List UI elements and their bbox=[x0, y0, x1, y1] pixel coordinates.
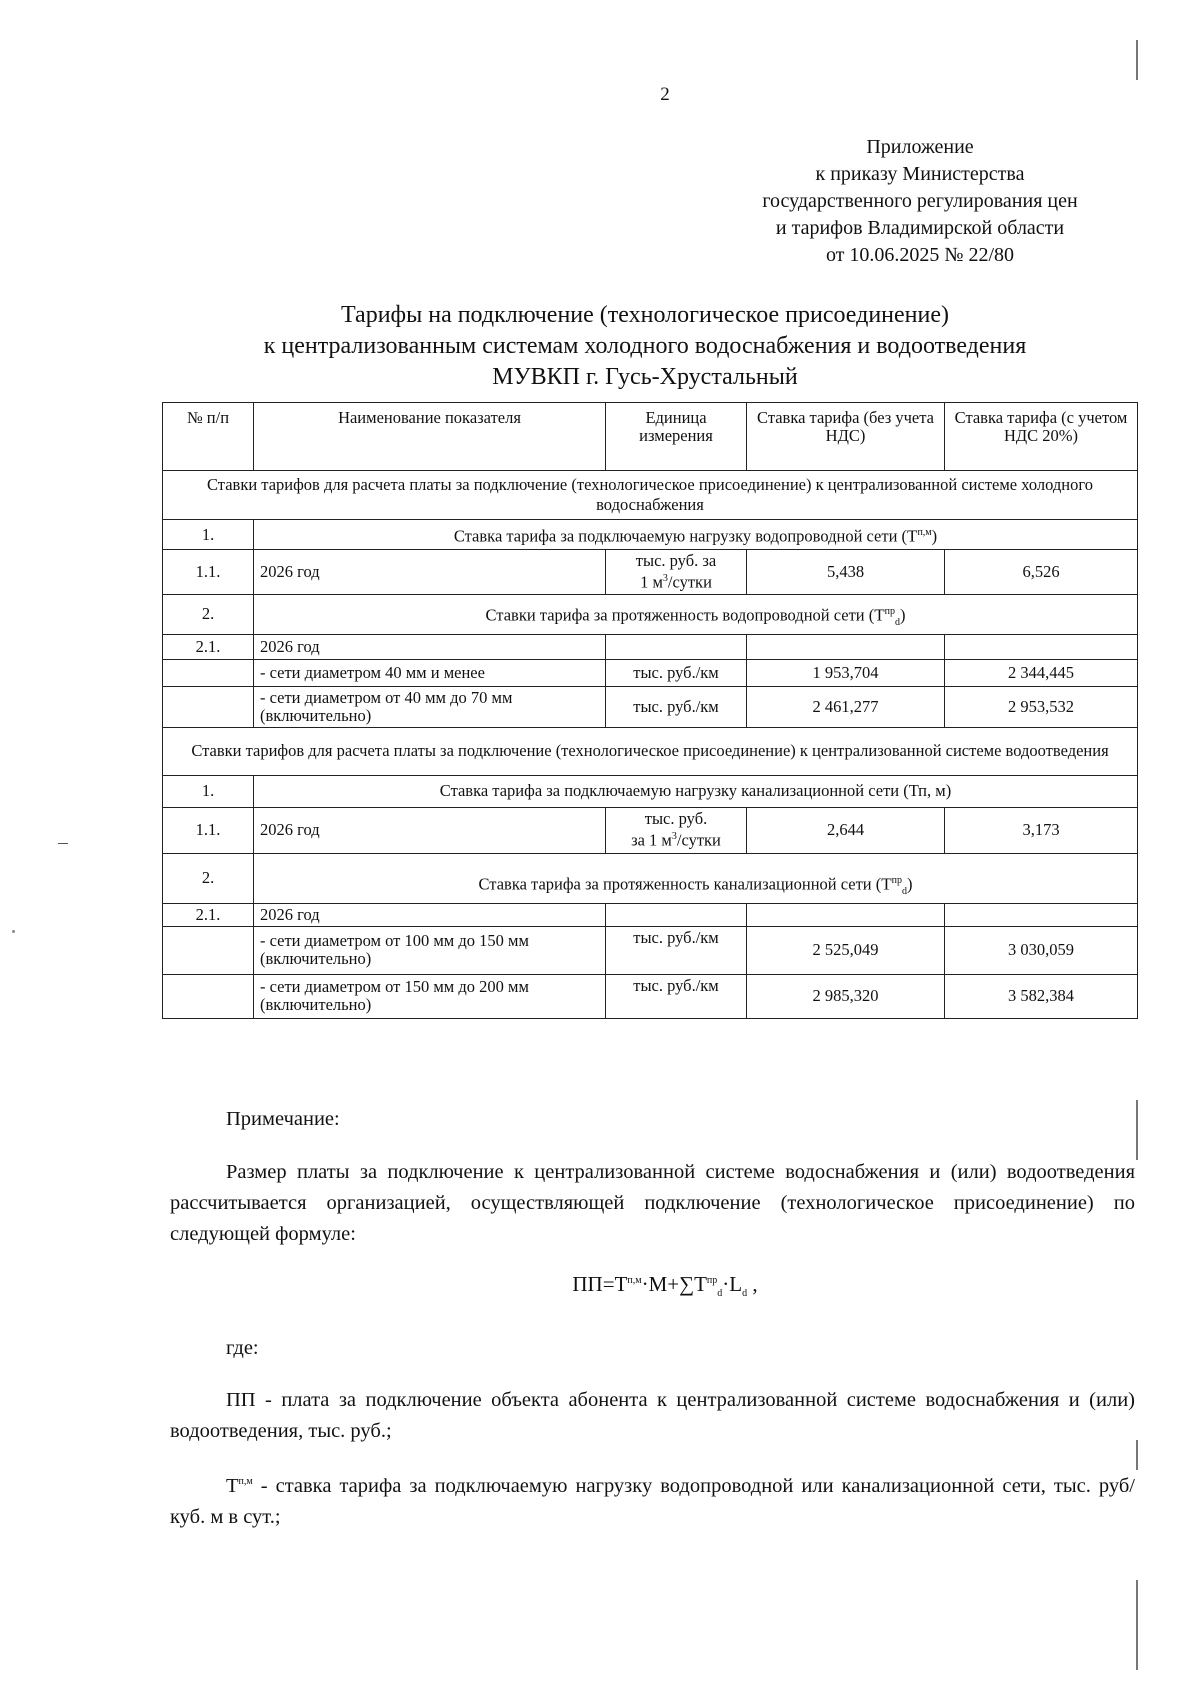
water-load-rate-label: Ставка тарифа за подключаемую нагрузку водопроводной сети $(Т^{п,м})$ bbox=[254, 520, 1138, 550]
table-row bbox=[163, 520, 1138, 550]
row-num: 1.1. bbox=[163, 550, 254, 595]
row-unit: тыс. руб./км bbox=[606, 926, 747, 974]
scan-edge-mark bbox=[1136, 1580, 1138, 1670]
header-name: Наименование показателя bbox=[254, 403, 606, 471]
row-unit: тыс. руб. за 1 $м^3$/сутки bbox=[606, 550, 747, 595]
scan-artifact-dash bbox=[58, 843, 68, 844]
sewer-load-rate-label: Ставка тарифа за подключаемую нагрузку канализационной сети (Тп, м) bbox=[254, 775, 1138, 807]
appendix-line: Приложение bbox=[866, 136, 974, 158]
table-row bbox=[163, 807, 1138, 853]
title-line: к централизованным системам холодного водоснабжения и водоотведения bbox=[263, 333, 1027, 359]
water-length-rate-label: Ставки тарифа за протяженность водопроводной сети $(Т^{пр}_d)$ bbox=[254, 594, 1138, 634]
appendix-line: государственного регулирования цен bbox=[762, 190, 1078, 212]
tariff-table bbox=[162, 402, 1138, 1019]
title-line: МУВКП г. Гусь-Хрустальный bbox=[492, 364, 798, 390]
pipe-name: - сети диаметром от 150 мм до 200 мм (включительно) bbox=[254, 974, 606, 1018]
section-sewer: Ставки тарифов для расчета платы за подключение (технологическое присоединение) к централизованной системе водоотведения bbox=[163, 727, 1138, 775]
row-unit: тыс. руб./км bbox=[606, 974, 747, 1018]
scan-artifact-dot bbox=[12, 930, 15, 933]
table-row bbox=[163, 727, 1138, 775]
note-paragraph: Размер платы за подключение к централизованной системе водоснабжения и (или) водоотведения рассчитывается организацией, осуществляющей подключение (технологическое присоединение) по следующей формуле: bbox=[170, 1161, 1135, 1245]
rate-without-vat: 2,644 bbox=[747, 807, 945, 853]
row-year: 2026 год bbox=[254, 634, 606, 659]
table-row bbox=[163, 471, 1138, 520]
rate-without-vat: 1 953,704 bbox=[747, 659, 945, 686]
pipe-name: - сети диаметром 40 мм и менее bbox=[254, 659, 606, 686]
title-line: Тарифы на подключение (технологическое присоединение) bbox=[340, 302, 950, 328]
rate-without-vat: 2 525,049 bbox=[747, 926, 945, 974]
row-num: 2.1. bbox=[163, 634, 254, 659]
rate-without-vat: 2 985,320 bbox=[747, 974, 945, 1018]
note-title: Примечание: bbox=[226, 1108, 340, 1130]
header-unit: Единица измерения bbox=[606, 403, 747, 471]
scan-edge-mark bbox=[1136, 1100, 1138, 1160]
where-label: где: bbox=[226, 1337, 259, 1359]
rate-without-vat: 2 461,277 bbox=[747, 686, 945, 727]
section-water: Ставки тарифов для расчета платы за подключение (технологическое присоединение) к централизованной системе холодного водоснабжения bbox=[163, 471, 1138, 520]
rate-with-vat: 2 953,532 bbox=[945, 686, 1138, 727]
header-rate-without-vat: Ставка тарифа (без учета НДС) bbox=[747, 403, 945, 471]
page-number: 2 bbox=[660, 84, 670, 105]
rate-with-vat: 3 030,059 bbox=[945, 926, 1138, 974]
rate-with-vat: 3,173 bbox=[945, 807, 1138, 853]
table-row bbox=[163, 926, 1138, 974]
row-num: 1. bbox=[163, 775, 254, 807]
table-row bbox=[163, 550, 1138, 595]
appendix-line: к приказу Министерства bbox=[815, 163, 1025, 185]
fee-formula: $ПП=Т^{п,м}\cdot М+\sum Т^{пр}_d\cdot L_d$ , bbox=[572, 1272, 758, 1300]
row-num: 2. bbox=[163, 853, 254, 903]
table-header-row bbox=[163, 403, 1138, 471]
pipe-name: - сети диаметром от 40 мм до 70 мм (включительно) bbox=[254, 686, 606, 727]
scan-edge-mark bbox=[1136, 40, 1138, 80]
table-row bbox=[163, 903, 1138, 926]
table-row bbox=[163, 686, 1138, 727]
table-row bbox=[163, 634, 1138, 659]
rate-with-vat: 3 582,384 bbox=[945, 974, 1138, 1018]
table-row bbox=[163, 974, 1138, 1018]
appendix-block bbox=[700, 134, 1140, 269]
rate-with-vat: 2 344,445 bbox=[945, 659, 1138, 686]
table-row bbox=[163, 775, 1138, 807]
row-year: 2026 год bbox=[254, 903, 606, 926]
row-num: 2. bbox=[163, 594, 254, 634]
table-row bbox=[163, 853, 1138, 903]
table-row bbox=[163, 594, 1138, 634]
appendix-line: и тарифов Владимирской области bbox=[775, 217, 1065, 239]
row-num: 1.1. bbox=[163, 807, 254, 853]
row-num: 1. bbox=[163, 520, 254, 550]
row-year: 2026 год bbox=[254, 550, 606, 595]
appendix-line: от 10.06.2025 № 22/80 bbox=[825, 244, 1015, 266]
pipe-name: - сети диаметром от 100 мм до 150 мм (включительно) bbox=[254, 926, 606, 974]
row-year: 2026 год bbox=[254, 807, 606, 853]
row-unit: тыс. руб. за 1 $м^3$/сутки bbox=[606, 807, 747, 853]
rate-with-vat: 6,526 bbox=[945, 550, 1138, 595]
header-rate-with-vat: Ставка тарифа (с учетом НДС 20%) bbox=[945, 403, 1138, 471]
rate-without-vat: 5,438 bbox=[747, 550, 945, 595]
document-title bbox=[200, 300, 1090, 393]
row-unit: тыс. руб./км bbox=[606, 659, 747, 686]
row-num: 2.1. bbox=[163, 903, 254, 926]
scan-edge-mark bbox=[1136, 1440, 1138, 1470]
table-row bbox=[163, 659, 1138, 686]
header-num: № п/п bbox=[163, 403, 254, 471]
row-unit: тыс. руб./км bbox=[606, 686, 747, 727]
sewer-length-rate-label: Ставка тарифа за протяженность канализационной сети $(Т^{пр}_d)$ bbox=[254, 853, 1138, 903]
definition-pp: ПП - плата за подключение объекта абонента к централизованной системе водоснабжения и (или) водоотведения, тыс. руб.; bbox=[170, 1389, 1135, 1442]
definition-tpm: $Т^{п,м}$ - ставка тарифа за подключаемую нагрузку водопроводной или канализационной сети, тыс. руб/куб. м в сут.; bbox=[170, 1474, 1135, 1528]
